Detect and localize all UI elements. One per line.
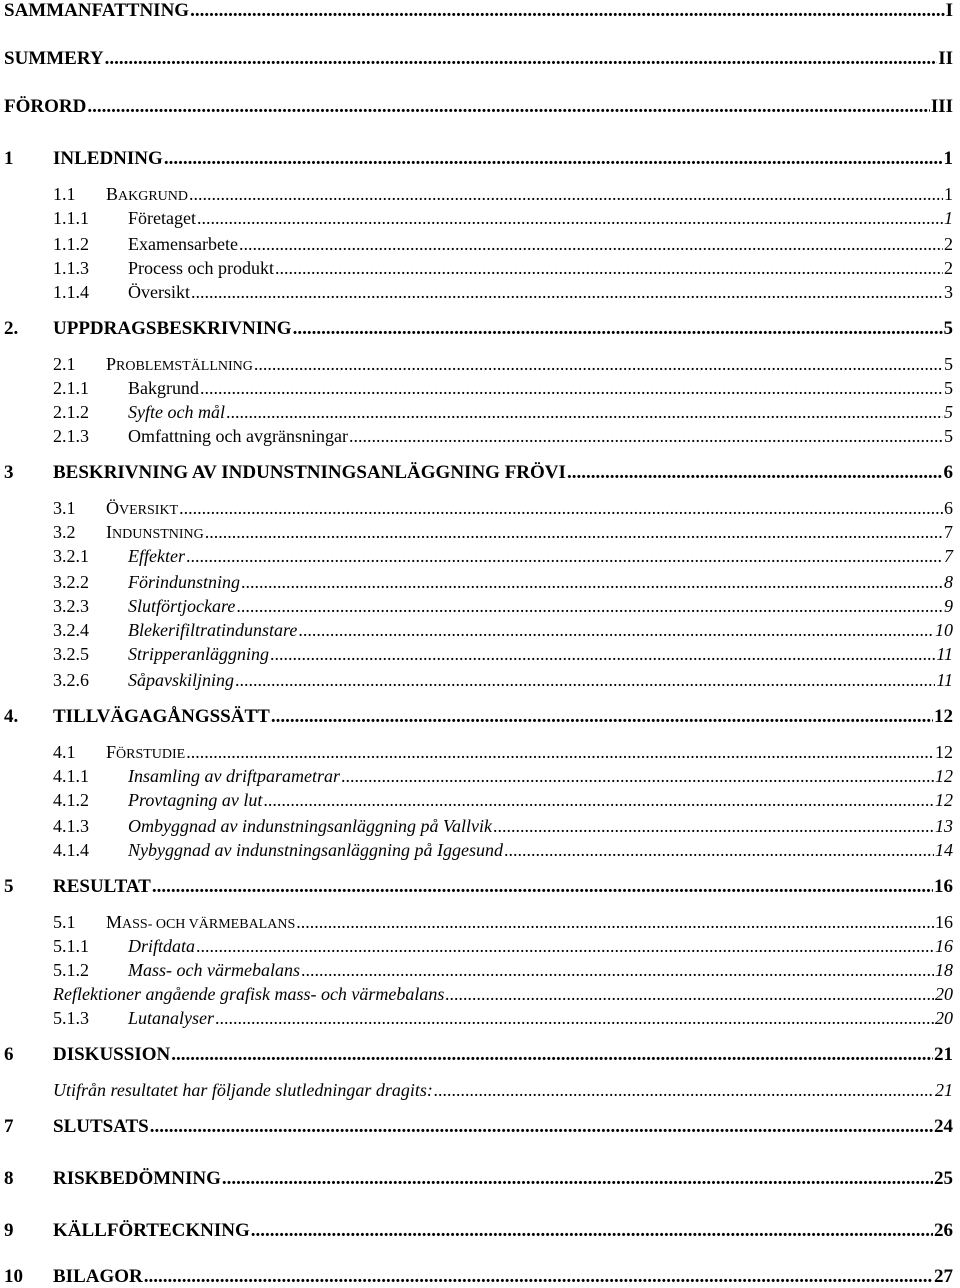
toc-dot-leader [235,670,935,691]
toc-entry-number: 1.1.3 [53,258,89,278]
toc-entry[interactable] [0,1044,953,1066]
toc-entry-title: Insamling av driftparametrar [128,766,341,786]
toc-entry-page-number: 7 [944,546,953,566]
toc-dot-leader [301,960,934,981]
toc-entry-title: BESKRIVNING AV INDUNSTNINGSANLÄGGNING FRÖVI [53,462,566,483]
toc-entry-number: 10 [4,1266,23,1287]
toc-entry[interactable] [0,402,953,423]
toc-entry-page-number: 2 [944,258,953,278]
toc-dot-leader [191,282,943,303]
toc-entry[interactable] [0,318,953,340]
toc-entry-title: Bakgrund [128,378,199,398]
toc-entry-page-number: 1 [943,148,953,169]
toc-entry-number: 3.2.6 [53,670,89,690]
toc-entry-title-initial: Ö [106,498,119,518]
toc-entry-number: 4.1.4 [53,840,89,860]
toc-dot-leader [236,596,943,617]
toc-entry-page-number: 12 [935,790,953,810]
toc-entry-page-number: 5 [943,318,953,339]
toc-dot-leader [190,0,945,22]
toc-entry-title: INLEDNING [53,148,163,169]
toc-dot-leader [222,1168,933,1190]
toc-dot-leader [215,1008,934,1029]
toc-entry-title-smallcaps: ASS- OCH VÄRMEBALANS [122,917,296,932]
toc-entry-number: 3.2.1 [53,546,89,566]
toc-entry-page-number: 14 [935,840,953,860]
toc-entry-page-number: 5 [944,354,953,374]
toc-dot-leader [567,462,943,484]
toc-entry-title: DISKUSSION [53,1044,171,1065]
toc-entry-number: 4.1.3 [53,816,89,836]
toc-entry-page-number: III [930,96,953,117]
toc-entry-page-number: I [945,0,953,21]
toc-entry-title: Driftdata [128,936,196,956]
toc-entry-page-number: 18 [935,960,953,980]
toc-entry-title: Såpavskiljning [128,670,234,690]
toc-entry-title: Slutförtjockare [128,596,236,616]
toc-entry-number: 3.2.2 [53,572,89,592]
toc-entry[interactable] [0,644,953,665]
toc-entry[interactable] [0,1008,953,1029]
toc-entry-page-number: 26 [934,1220,953,1241]
toc-entry-number: 2. [4,318,19,339]
toc-entry[interactable] [0,258,953,279]
toc-dot-leader [493,816,934,837]
toc-entry-title: SLUTSATS [53,1116,149,1137]
toc-entry-title: SAMMANFATTNING [4,0,190,21]
toc-entry-title-initial: P [106,354,117,374]
toc-entry[interactable] [0,378,953,399]
toc-entry-title: Ombyggnad av indunstningsanläggning på Vallvik [128,816,492,836]
toc-entry[interactable] [0,1266,953,1288]
toc-entry[interactable] [0,48,953,70]
toc-entry-page-number: 12 [934,706,953,727]
toc-entry-title: Process och produkt [128,258,274,278]
toc-entry-number: 1.1.4 [53,282,89,302]
toc-entry-number: 2.1.3 [53,426,89,446]
toc-entry-number: 3.1 [53,498,76,518]
toc-entry-page-number: 7 [944,522,953,542]
toc-entry-title: Blekerifiltratindunstare [128,620,298,640]
toc-entry[interactable] [0,208,953,229]
toc-entry-title: SUMMERY [4,48,104,69]
toc-entry-title [106,742,185,763]
toc-entry-page-number: 16 [935,912,953,932]
toc-dot-leader [296,912,934,933]
toc-entry[interactable] [0,354,953,375]
toc-entry-title: Lutanalyser [128,1008,215,1028]
toc-entry-number: 5.1.3 [53,1008,89,1028]
toc-dot-leader [197,208,943,229]
toc-dot-leader [434,1080,934,1101]
toc-entry-number: 5.1.1 [53,936,89,956]
toc-entry-number: 1.1.1 [53,208,89,228]
toc-entry-title: Provtagning av lut [128,790,263,810]
toc-dot-leader [349,426,943,447]
toc-entry-number: 4.1.1 [53,766,89,786]
toc-entry-page-number: 5 [944,426,953,446]
toc-dot-leader [150,1116,933,1138]
toc-entry-number: 5.1.2 [53,960,89,980]
toc-entry-title: RESULTAT [53,876,151,897]
toc-entry-page-number: 5 [944,378,953,398]
toc-entry-page-number: 21 [934,1044,953,1065]
toc-entry[interactable] [0,670,953,691]
toc-entry-number: 2.1.1 [53,378,89,398]
toc-entry-page-number: 16 [934,876,953,897]
toc-entry-page-number: 11 [936,644,953,664]
toc-entry-title [106,498,178,519]
toc-entry-title: RISKBEDÖMNING [53,1168,221,1189]
toc-entry-page-number: 1 [944,208,953,228]
toc-entry[interactable] [0,620,953,641]
toc-entry-title-initial: F [106,742,117,762]
toc-entry-title: Företaget [128,208,196,228]
toc-entry-page-number: 13 [935,816,953,836]
toc-entry-title: FÖRORD [4,96,87,117]
toc-entry-title: Stripperanläggning [128,644,270,664]
toc-entry-page-number: 25 [934,1168,953,1189]
toc-dot-leader [196,936,934,957]
toc-entry-number: 3.2.3 [53,596,89,616]
toc-entry-page-number: 27 [934,1266,953,1287]
toc-dot-leader [275,258,943,279]
toc-entry-number: 1.1.2 [53,234,89,254]
toc-entry-title-initial: B [106,184,119,204]
toc-dot-leader [251,1220,933,1242]
toc-entry-title-smallcaps: NDUNSTNING [112,527,204,542]
toc-dot-leader [504,840,934,861]
toc-entry-page-number: II [938,48,953,69]
toc-dot-leader [298,620,934,641]
toc-entry-number: 9 [4,1220,14,1241]
toc-entry-number: 3.2 [53,522,76,542]
toc-entry-title: Mass- och värmebalans [128,960,300,980]
toc-entry-title: Översikt [128,282,190,302]
toc-entry-title: Examensarbete [128,234,238,254]
toc-entry[interactable] [0,1168,953,1190]
toc-dot-leader [270,644,935,665]
toc-entry-page-number: 20 [935,984,953,1004]
toc-entry-title: Nybyggnad av indunstningsanläggning på Iggesund [128,840,503,860]
toc-entry[interactable] [0,936,953,957]
toc-dot-leader [226,402,943,423]
toc-entry-title: Förindunstning [128,572,241,592]
toc-entry[interactable] [0,742,953,763]
toc-dot-leader [186,546,943,567]
toc-entry-number: 6 [4,1044,14,1065]
toc-entry-page-number: 3 [944,282,953,302]
toc-entry-number: 4. [4,706,19,727]
toc-entry[interactable] [0,282,953,303]
toc-entry-number: 1 [4,148,14,169]
toc-entry[interactable] [0,1080,953,1101]
toc-entry-page-number: 16 [935,936,953,956]
toc-entry-title: Effekter [128,546,185,566]
toc-entry[interactable] [0,0,953,22]
toc-entry-page-number: 6 [944,498,953,518]
toc-entry[interactable] [0,816,953,837]
toc-entry-page-number: 8 [944,572,953,592]
toc-entry-title-initial: I [106,522,112,542]
toc-entry-number: 1.1 [53,184,76,204]
toc-entry[interactable] [0,1220,953,1242]
toc-entry-page-number: 24 [934,1116,953,1137]
toc-entry[interactable] [0,426,953,447]
toc-dot-leader [239,234,943,255]
toc-entry-page-number: 20 [935,1008,953,1028]
toc-entry-number: 8 [4,1168,14,1189]
toc-entry-title: Omfattning och avgränsningar [128,426,348,446]
toc-entry-page-number: 6 [943,462,953,483]
toc-entry-number: 2.1 [53,354,76,374]
toc-entry-title: Syfte och mål [128,402,225,422]
toc-entry[interactable] [0,766,953,787]
toc-entry-title-initial: M [106,912,123,932]
toc-entry-page-number: 21 [935,1080,953,1100]
toc-entry-title: Utifrån resultatet har följande slutledningar dragits: [53,1080,433,1100]
toc-dot-leader [200,378,943,399]
toc-dot-leader [293,318,943,340]
toc-entry[interactable] [0,148,953,170]
toc-entry[interactable] [0,522,953,543]
toc-entry[interactable] [0,984,953,1005]
toc-dot-leader [205,522,943,543]
toc-entry-number: 4.1.2 [53,790,89,810]
toc-entry[interactable] [0,462,953,484]
toc-entry-title [106,354,253,375]
toc-dot-leader [171,1044,933,1066]
toc-dot-leader [241,572,943,593]
toc-entry[interactable] [0,96,953,118]
toc-entry-number: 4.1 [53,742,76,762]
toc-entry-title: TILLVÄGAGÅNGSSÄTT [53,706,270,727]
toc-entry[interactable] [0,790,953,811]
toc-entry-title [106,912,295,933]
toc-entry-title [106,522,204,543]
toc-entry[interactable] [0,498,953,519]
toc-entry[interactable] [0,840,953,861]
toc-entry-page-number: 1 [944,184,953,204]
toc-dot-leader [263,790,934,811]
toc-entry[interactable] [0,184,953,205]
toc-dot-leader [271,706,933,728]
toc-dot-leader [186,742,934,763]
toc-entry-page-number: 2 [944,234,953,254]
toc-entry-title-smallcaps: ROBLEMSTÄLLNING [116,359,253,374]
toc-entry[interactable] [0,960,953,981]
toc-entry-number: 7 [4,1116,14,1137]
toc-entry[interactable] [0,572,953,593]
toc-entry-number: 2.1.2 [53,402,89,422]
toc-entry-title-smallcaps: VERSIKT [119,503,179,518]
toc-entry-title: Reflektioner angående grafisk mass- och värmebalans [53,984,445,1004]
toc-entry-page-number: 10 [935,620,953,640]
toc-dot-leader [179,498,943,519]
toc-entry[interactable] [0,706,953,728]
toc-entry-title-smallcaps: AKGRUND [118,189,189,204]
toc-dot-leader [87,96,929,118]
toc-dot-leader [254,354,943,375]
toc-entry[interactable] [0,876,953,898]
toc-entry-title: KÄLLFÖRTECKNING [53,1220,250,1241]
toc-entry-number: 3 [4,462,14,483]
toc-entry[interactable] [0,912,953,933]
toc-entry[interactable] [0,234,953,255]
toc-entry-number: 3.2.5 [53,644,89,664]
toc-dot-leader [152,876,933,898]
toc-dot-leader [105,48,938,70]
toc-entry-title: BILAGOR [53,1266,143,1287]
toc-dot-leader [445,984,934,1005]
toc-entry[interactable] [0,1116,953,1138]
toc-dot-leader [189,184,943,205]
toc-dot-leader [341,766,934,787]
toc-entry-page-number: 12 [935,742,953,762]
toc-dot-leader [164,148,943,170]
toc-entry-page-number: 5 [944,402,953,422]
toc-entry-page-number: 12 [935,766,953,786]
toc-entry-title [106,184,188,205]
toc-entry-page-number: 11 [936,670,953,690]
toc-entry-number: 3.2.4 [53,620,89,640]
toc-entry-number: 5.1 [53,912,76,932]
toc-entry-title-smallcaps: ÖRSTUDIE [116,747,186,762]
toc-entry-number: 5 [4,876,14,897]
toc-entry[interactable] [0,546,953,567]
toc-entry-title: UPPDRAGSBESKRIVNING [53,318,292,339]
toc-dot-leader [144,1266,933,1288]
toc-entry[interactable] [0,596,953,617]
toc-entry-page-number: 9 [944,596,953,616]
